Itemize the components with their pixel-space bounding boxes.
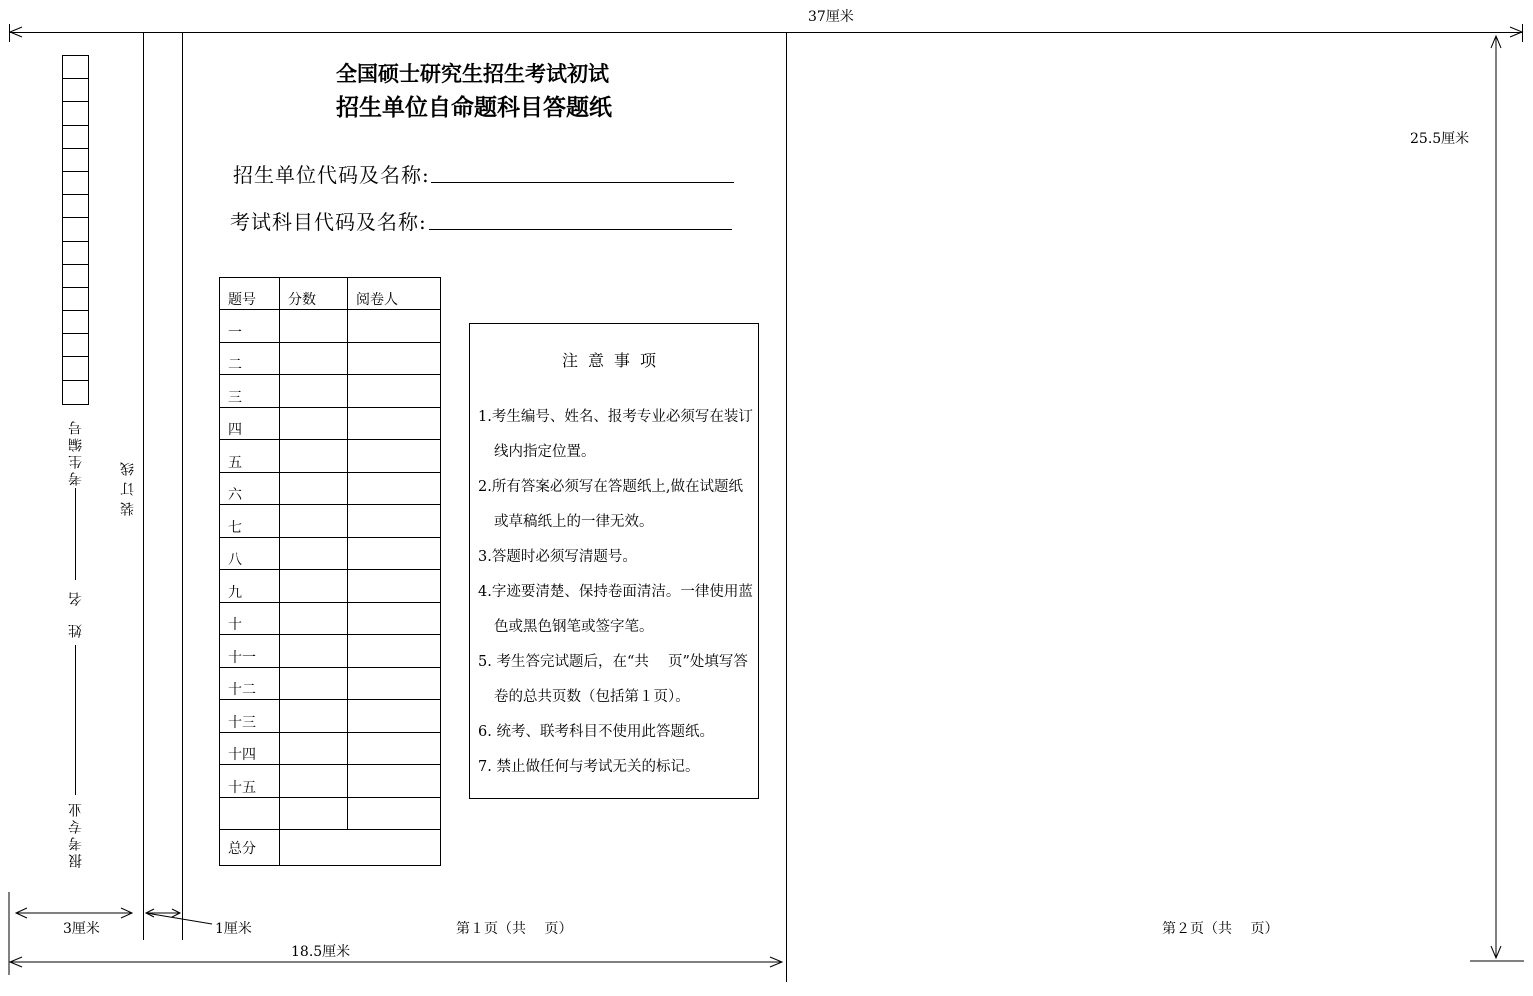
table-row xyxy=(220,375,441,408)
grader-cell[interactable] xyxy=(348,407,441,440)
table-row xyxy=(220,537,441,570)
table-header-row xyxy=(220,278,441,310)
table-row xyxy=(220,440,441,473)
score-cell[interactable] xyxy=(280,602,348,635)
binding-line-1 xyxy=(143,32,144,940)
page-2-footer: 第２页（共 页） xyxy=(1162,921,1279,937)
title-line-2: 招生单位自命题科目答题纸 xyxy=(336,94,612,121)
left-page-width-label: 18.5厘米 xyxy=(291,944,351,960)
note-item: 4.字迹要清楚、保持卷面清洁。一律使用蓝色或黑色钢笔或签字笔。 xyxy=(478,584,753,635)
grader-cell[interactable] xyxy=(348,310,441,343)
question-number: 十二 xyxy=(220,667,280,700)
binding-line-2 xyxy=(182,32,183,940)
unit-code-input[interactable] xyxy=(431,182,734,183)
score-cell[interactable] xyxy=(280,310,348,343)
note-item: 5. 考生答完试题后，在“共 页”处填写答卷的总共页数（包括第１页）。 xyxy=(478,654,748,705)
total-height-label: 25.5厘米 xyxy=(1410,131,1470,147)
page-1-footer: 第１页（共 页） xyxy=(456,921,573,937)
candidate-id-label: 考生编号 xyxy=(68,418,84,486)
question-number: 七 xyxy=(220,505,280,538)
table-row xyxy=(220,310,441,343)
question-number xyxy=(220,797,280,830)
name-label: 姓 名 xyxy=(68,590,84,638)
score-table xyxy=(219,277,441,866)
score-cell[interactable] xyxy=(280,732,348,765)
grader-cell[interactable] xyxy=(348,602,441,635)
note-item: 7. 禁止做任何与考试无关的标记。 xyxy=(478,759,700,775)
header-question: 题号 xyxy=(220,278,280,310)
table-row xyxy=(220,635,441,668)
grader-cell[interactable] xyxy=(348,537,441,570)
grader-cell[interactable] xyxy=(348,700,441,733)
grader-cell[interactable] xyxy=(348,635,441,668)
candidate-id-boxes[interactable] xyxy=(62,55,89,405)
total-score-cell[interactable] xyxy=(280,830,441,866)
header-score: 分数 xyxy=(280,278,348,310)
score-cell[interactable] xyxy=(280,765,348,798)
question-number: 十四 xyxy=(220,732,280,765)
notes-title: 注意事项 xyxy=(561,351,666,370)
table-row xyxy=(220,407,441,440)
subject-code-input[interactable] xyxy=(429,229,732,230)
note-item: 6. 统考、联考科目不使用此答题纸。 xyxy=(478,724,714,740)
grader-cell[interactable] xyxy=(348,765,441,798)
score-cell[interactable] xyxy=(280,667,348,700)
name-fill-line xyxy=(75,645,76,795)
table-row xyxy=(220,667,441,700)
table-row xyxy=(220,700,441,733)
question-number: 二 xyxy=(220,342,280,375)
total-label: 总分 xyxy=(220,830,280,866)
table-row xyxy=(220,505,441,538)
candidate-id-fill-line xyxy=(75,488,76,580)
note-item: 3.答题时必须写清题号。 xyxy=(478,549,637,565)
score-cell[interactable] xyxy=(280,700,348,733)
grader-cell[interactable] xyxy=(348,440,441,473)
score-cell[interactable] xyxy=(280,375,348,408)
grader-cell[interactable] xyxy=(348,732,441,765)
grader-cell[interactable] xyxy=(348,342,441,375)
notes-list xyxy=(478,400,754,785)
grader-cell[interactable] xyxy=(348,667,441,700)
question-number: 一 xyxy=(220,310,280,343)
question-number: 十 xyxy=(220,602,280,635)
subject-code-label: 考试科目代码及名称: xyxy=(230,210,427,234)
question-number: 八 xyxy=(220,537,280,570)
question-number: 十一 xyxy=(220,635,280,668)
page-divider xyxy=(786,32,787,982)
question-number: 五 xyxy=(220,440,280,473)
question-number: 六 xyxy=(220,472,280,505)
table-row xyxy=(220,602,441,635)
table-row xyxy=(220,472,441,505)
grader-cell[interactable] xyxy=(348,375,441,408)
question-number: 十五 xyxy=(220,765,280,798)
notes-box xyxy=(469,323,759,799)
note-item: 1.考生编号、姓名、报考专业必须写在装订线内指定位置。 xyxy=(478,409,753,460)
title-line-1: 全国硕士研究生招生考试初试 xyxy=(336,61,609,86)
unit-code-label: 招生单位代码及名称: xyxy=(233,163,430,187)
total-width-label: 37厘米 xyxy=(808,9,854,25)
score-cell[interactable] xyxy=(280,472,348,505)
grader-cell[interactable] xyxy=(348,505,441,538)
question-number: 十三 xyxy=(220,700,280,733)
score-cell[interactable] xyxy=(280,635,348,668)
score-cell[interactable] xyxy=(280,407,348,440)
header-grader: 阅卷人 xyxy=(348,278,441,310)
table-row xyxy=(220,570,441,603)
grader-cell[interactable] xyxy=(348,570,441,603)
table-row xyxy=(220,765,441,798)
table-row xyxy=(220,342,441,375)
score-cell[interactable] xyxy=(280,797,348,830)
table-row xyxy=(220,797,441,830)
grader-cell[interactable] xyxy=(348,797,441,830)
question-number: 九 xyxy=(220,570,280,603)
score-cell[interactable] xyxy=(280,537,348,570)
note-item: 2.所有答案必须写在答题纸上,做在试题纸或草稿纸上的一律无效。 xyxy=(478,479,743,530)
question-number: 四 xyxy=(220,407,280,440)
grader-cell[interactable] xyxy=(348,472,441,505)
binding-gap-label: 1厘米 xyxy=(215,921,252,937)
question-number: 三 xyxy=(220,375,280,408)
score-cell[interactable] xyxy=(280,342,348,375)
score-cell[interactable] xyxy=(280,440,348,473)
binding-line-label: 装订线 xyxy=(120,456,136,516)
score-cell[interactable] xyxy=(280,505,348,538)
major-label: 报考专业 xyxy=(68,800,84,868)
left-margin-label: 3厘米 xyxy=(63,921,100,937)
total-row xyxy=(220,830,441,866)
score-cell[interactable] xyxy=(280,570,348,603)
table-row xyxy=(220,732,441,765)
